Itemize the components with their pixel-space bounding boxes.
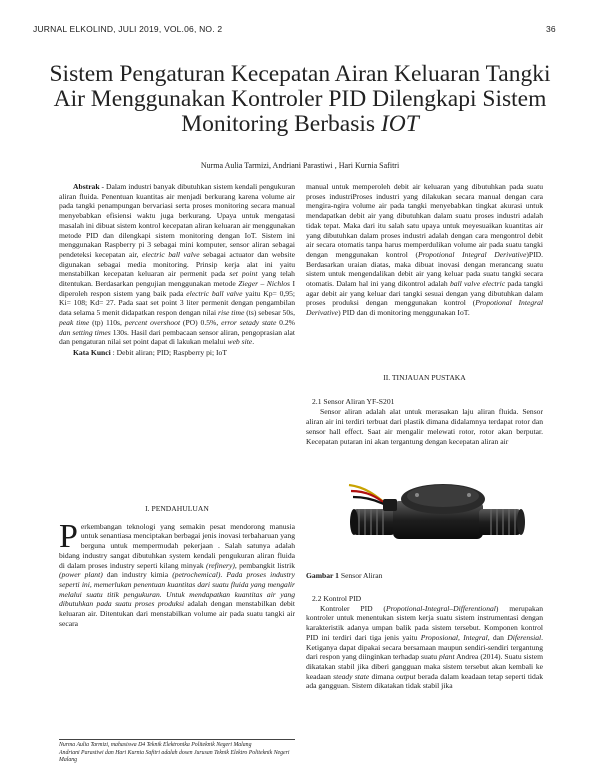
drop-cap: P [59,517,78,555]
left-thread [350,509,395,535]
subsection-sensor: 2.1 Sensor Aliran YF-S201 [312,396,395,406]
pid-paragraph: Kontroler PID (Propotional-Integral–Differentional) merupakan kontroler untuk menentukan sistem kerja suatu sistem instrumentasi dengan karakteristik adanya umpan balik pada sistem tersebut. Komponen kontrol PID ini terdiri dari tiga jenis yaitu Proposional, Integral, dan Diferensial. Ketiganya dapat dipakai secara bersamaan maupun sendiri-sendiri tergantung dari respon yang diinginkan terhadap suatu plant Andrea (2014). Suatu sistem dikatakan stabil jika diberi gangguan maka sistem tersebut akan kembali ke keadaan steady state dimana output berada dalam keadaan tetap seperti tidak ada gangguan. Sistem dikatakan tidak stabil jika [306,603,544,691]
figure-caption: Gambar 1 Sensor Aliran [306,571,383,580]
footnote-rule [59,739,295,740]
literature-review [306,373,543,446]
sensor-paragraph: Sensor aliran adalah alat untuk merasakan laju aliran fluida. Sensor aliran air ini terdiri terbuat dari plastik dimana didalamnya terdapat rotor dan sensor hall effect. Saat air mengalir melewati rotor, rotor akan berputar. Kecepatan putaran ini akan tergantung dengan kecepatan aliran air [306,407,543,446]
keywords: Kata Kunci : Debit aliran; PID; Raspberry pi; IoT [73,347,227,357]
title-line-1: Sistem Pengaturan Kecepatan Airan Keluaran Tangki [49,61,551,87]
title-line-3: Monitoring Berbasis IOT [181,111,419,137]
journal-header: JURNAL ELKOLIND, JULI 2019, VOL.06, NO. 2 [33,24,223,34]
title-line-2: Air Menggunakan Kontroler PID Dilengkapi Sistem [53,86,547,112]
section-heading-review: II. TINJAUAN PUSTAKA [383,373,466,382]
section-heading-intro: I. PENDAHULUAN [145,504,209,513]
abstract: Abstrak - Dalam industri banyak dibutuhkan sistem kendali pengukuran aliran fluida. Penentuan kuantitas air menjadi berkurang karena volume air pada tangki penampungan bervariasi serta proses monitoring secara manual menyebabkan efisiensi waktu juga berkurang. Upaya untuk mengatasi masalah ini dibuat sistem kontrol kecepatan aliran keluaran air menggunakan metode PID dan dilengkapi sistem monitoring dengan IoT. Sistem ini menggunakan Raspberry pi 3 sebagai mini komputer, sensor aliran sebagai pendeteksi kecepatan air, electric ball valve sebagai actuator dan website digunakan sebagai media monitoring. Prinsip kerja alat ini yaitu menstabilkan kecepatan keluaran air permenit pada set point yang telah ditentukan. Berdasarkan pengujian menggunakan metode Zieger – Nichlos I diperoleh respon sistem yang baik pada electric ball valve yaitu Kp= 0,95; Ki= 108; Kd= 27. Pada saat set point 3 liter permenit dengan pengambilan data selama 5 menit didapatkan respon dengan nilai rise time (ts) sebesar 50s, peak time (tp) 110s, percent overshoot (PO) 0.5%, error setady state 0.2% dan setting times 130s. Hasil dari pembacaan sensor aliran, pengoprasian alat dan pengaturan nilai set point dapat di lakukan melalui web site. [59,182,296,347]
footnote-2: Andriani Parastiwi dan Hari Kurnia Safitri adalah dosen Jurusan Teknik Elektro Politeknik Negeri Malang [59,749,290,763]
right-intro-paragraph: manual untuk memperoleh debit air keluaran yang dibutuhkan pada suatu proses industriProses industri yang dilakukan secara manual dengan cara mengira-ngira volume air pada tangki menyebabkan tingkat akurasi untuk mendapatkan debit air yang dibutuhkan dalam suatu proses industri adalah tidak tepat. Maka dari itu salah satu upaya untuk meyesuaikan kuantitas air yang dibutuhkan dalam proses industri adalah dengan cara mengontrol debit air secara otomatis tanpa harus memperdulikan volume air pada suatu tangki dengan menggunakan kontrol (Propotional Integral Derivative)PID. Berdasarkan uraian diatas, maka dibuat inovasi dengan merancang suatu sistem untuk mengendalikan debit air yang keluar pada suatu tangki secara otomatis. Dalam hal ini yang dikontrol adalah ball valve electric pada tangki agar debit air yang keluar dari tangki sesuai dengan yang dibutuhkan dalam proses produksi dengan menggunakan kontrol (Propotional Integral Derivative) PID dan di monitoring menggunakan IoT. [306,182,543,318]
right-thread [479,509,525,535]
paper-title [30,62,570,137]
introduction [59,504,295,628]
left-column [59,182,295,358]
footnote [59,742,295,765]
intro-paragraph: Perkembangan teknologi yang semakin pesat mendorong manusia untuk senantiasa menciptakan berbagai jenis inovasi terbaharuan yang berguna untuk mempermudah pekerjaan . Salah satunya adalah bidang industry sangat dibutuhkan system kendali pengukuran aliran fluida di dalam proses industry seperti kilang minyak (refinery), pembangkit listrik (power plant) dan industry kimia (petrochemical). Pada proses industry seperti ini, memerlukan penentuan kuantitas dari suatu fluida yang mengalir melalui suatu titik pengukuran. Untuk mendapatkan kuantitas air yang dibutuhkan pada suatu proses produksi adalah dengan menstabilkan debit keluaran air. Ditentukan dari menstabilkan volume air pada suatu tangki air secara [59,517,296,628]
flow-sensor-image [345,473,530,548]
right-column [306,182,543,318]
author-list: Nurma Aulia Tarmizi, Andriani Parastiwi , Hari Kurnia Safitri [200,161,400,170]
footnote-1: Nurma Aulia Tarmizi, mahasiswa D4 Teknik Elektronika Politeknik Negeri Malang [59,742,252,748]
pid-section [306,594,543,691]
flow-sensor-figure [345,473,530,548]
page-number: 36 [546,24,556,34]
subsection-pid: 2.2 Kontrol PID [312,594,362,603]
